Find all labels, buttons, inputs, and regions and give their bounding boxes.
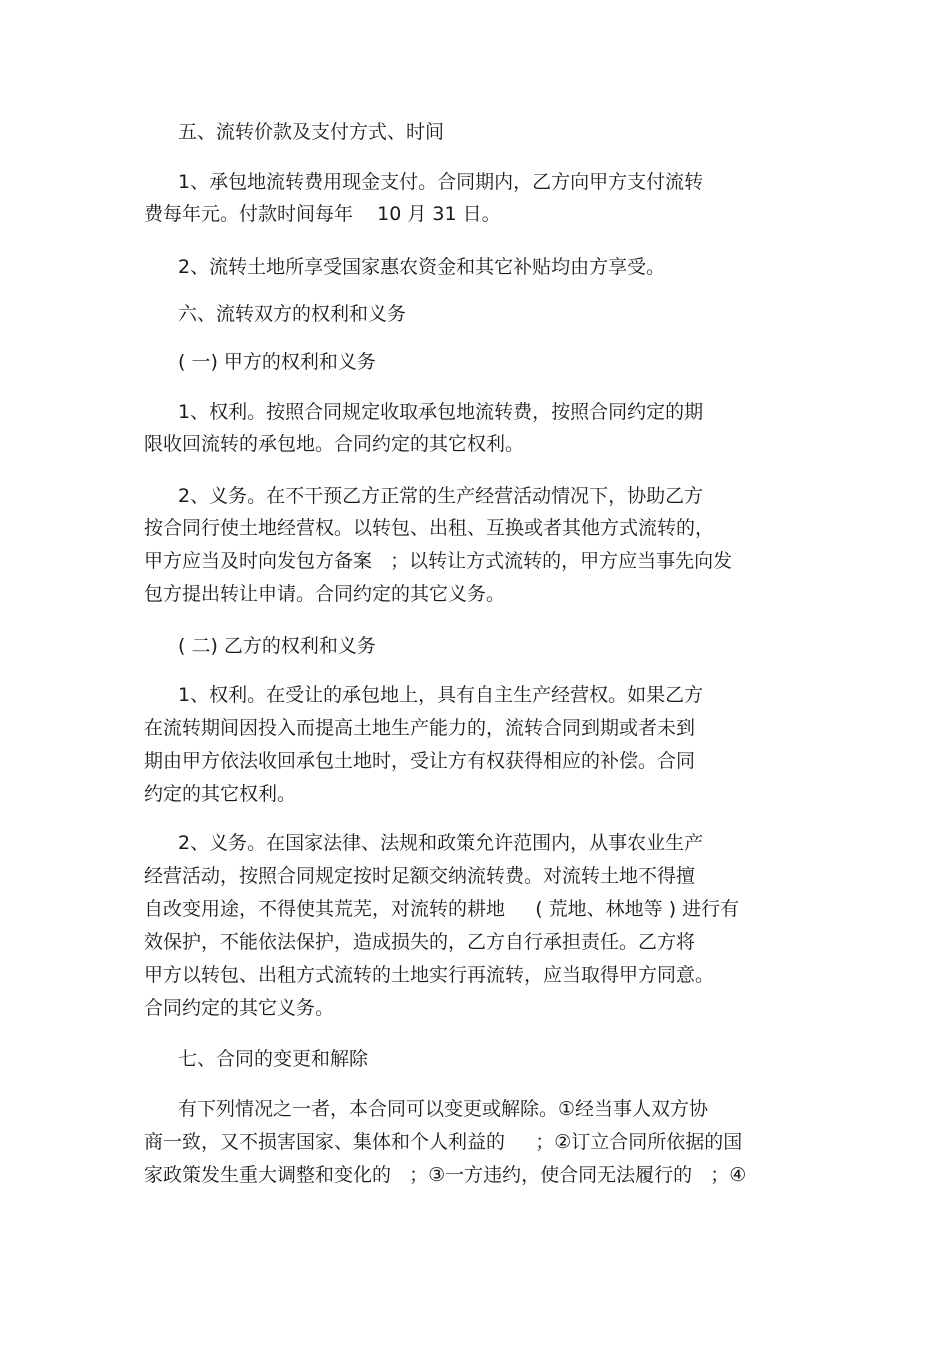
paragraph-line: 效保护，不能依法保护，造成损失的，乙方自行承担责任。乙方将 <box>144 931 696 953</box>
section-heading-7: 七、合同的变更和解除 <box>178 1048 369 1070</box>
subsection-heading-2: ( 二) 乙方的权利和义务 <box>178 635 376 657</box>
paragraph-line: 自改变用途，不得使其荒芜，对流转的耕地 ( 荒地、林地等 ) 进行有 <box>144 898 740 920</box>
paragraph-line: 家政策发生重大调整和变化的 ；③一方违约，使合同无法履行的 ；④ <box>144 1164 747 1186</box>
paragraph-line: 2、流转土地所享受国家惠农资金和其它补贴均由方享受。 <box>178 256 666 278</box>
paragraph-line: 合同约定的其它义务。 <box>144 997 335 1019</box>
paragraph-line: 期由甲方依法收回承包土地时，受让方有权获得相应的补偿。合同 <box>144 750 696 772</box>
paragraph-line: 约定的其它权利。 <box>144 783 297 805</box>
paragraph-line: 经营活动，按照合同规定按时足额交纳流转费。对流转土地不得擅 <box>144 865 696 887</box>
section-heading-6: 六、流转双方的权利和义务 <box>178 303 407 325</box>
paragraph-line: 有下列情况之一者，本合同可以变更或解除。①经当事人双方协 <box>178 1098 709 1120</box>
paragraph-line: 2、义务。在不干预乙方正常的生产经营活动情况下，协助乙方 <box>178 485 704 507</box>
subsection-heading-1: ( 一) 甲方的权利和义务 <box>178 351 376 373</box>
paragraph-line: 商一致，又不损害国家、集体和个人利益的 ；②订立合同所依据的国 <box>144 1131 743 1153</box>
paragraph-line: 限收回流转的承包地。合同约定的其它权利。 <box>144 433 525 455</box>
paragraph-line: 2、义务。在国家法律、法规和政策允许范围内，从事农业生产 <box>178 832 704 854</box>
paragraph-line: 1、权利。按照合同规定收取承包地流转费，按照合同约定的期 <box>178 401 704 423</box>
paragraph-line: 甲方以转包、出租方式流转的土地实行再流转，应当取得甲方同意。 <box>144 964 715 986</box>
paragraph-line: 费每年元。付款时间每年 10 月 31 日。 <box>144 203 501 225</box>
paragraph-line: 1、权利。在受让的承包地上，具有自主生产经营权。如果乙方 <box>178 684 704 706</box>
paragraph-line: 包方提出转让申请。合同约定的其它义务。 <box>144 583 506 605</box>
paragraph-line: 1、承包地流转费用现金支付。合同期内，乙方向甲方支付流转 <box>178 171 704 193</box>
paragraph-line: 甲方应当及时向发包方备案 ；以转让方式流转的，甲方应当事先向发 <box>144 550 733 572</box>
section-heading-5: 五、流转价款及支付方式、时间 <box>178 121 445 143</box>
paragraph-line: 按合同行使土地经营权。以转包、出租、互换或者其他方式流转的， <box>144 517 715 539</box>
paragraph-line: 在流转期间因投入而提高土地生产能力的，流转合同到期或者未到 <box>144 717 696 739</box>
